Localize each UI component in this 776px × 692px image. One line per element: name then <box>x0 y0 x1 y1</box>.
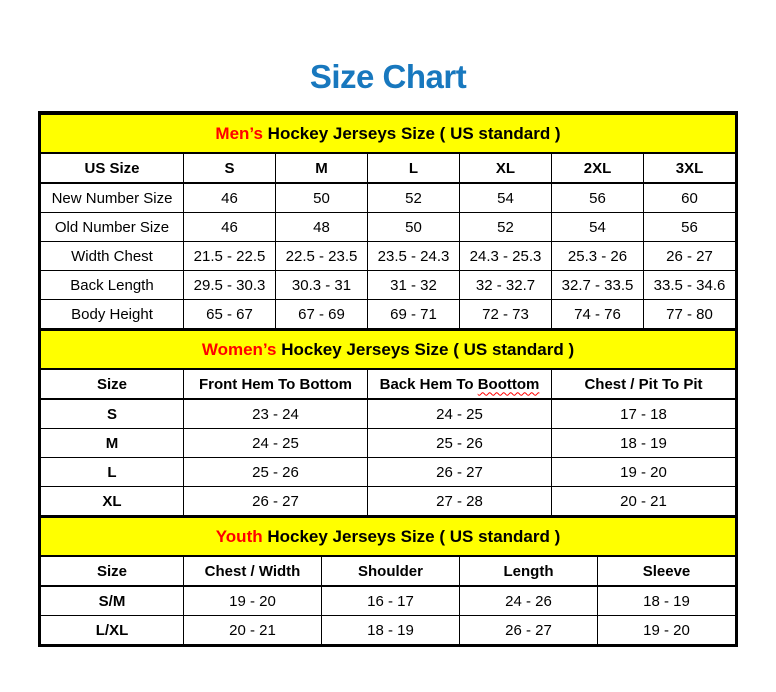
column-header: US Size <box>41 153 184 183</box>
value-cell: 24 - 25 <box>184 429 368 458</box>
youth-size-table <box>40 516 736 645</box>
row-label-cell: Back Length <box>41 271 184 300</box>
value-cell: 26 - 27 <box>460 616 598 645</box>
value-cell: 74 - 76 <box>552 300 644 329</box>
value-cell: 46 <box>184 183 276 213</box>
value-cell: 24 - 25 <box>368 399 552 429</box>
column-header: Chest / Width <box>184 556 322 586</box>
row-label-cell: XL <box>41 487 184 516</box>
column-header: 3XL <box>644 153 736 183</box>
table-row <box>41 616 736 645</box>
value-cell: 22.5 - 23.5 <box>276 242 368 271</box>
value-cell: 19 - 20 <box>184 586 322 616</box>
row-label-cell: Old Number Size <box>41 213 184 242</box>
value-cell: 54 <box>460 183 552 213</box>
row-label-cell: Body Height <box>41 300 184 329</box>
mens-section-title-text: Hockey Jerseys Size ( US standard ) <box>262 123 561 143</box>
value-cell: 25 - 26 <box>184 458 368 487</box>
value-cell: 67 - 69 <box>276 300 368 329</box>
table-row <box>41 458 736 487</box>
value-cell: 25.3 - 26 <box>552 242 644 271</box>
value-cell: 29.5 - 30.3 <box>184 271 276 300</box>
mens-section-header-row <box>41 114 736 153</box>
value-cell: 23.5 - 24.3 <box>368 242 460 271</box>
value-cell: 46 <box>184 213 276 242</box>
mens-size-table <box>40 113 736 329</box>
value-cell: 18 - 19 <box>322 616 460 645</box>
value-cell: 26 - 27 <box>184 487 368 516</box>
value-cell: 24.3 - 25.3 <box>460 242 552 271</box>
value-cell: 26 - 27 <box>644 242 736 271</box>
youth-section-header <box>41 517 736 556</box>
table-row <box>41 183 736 213</box>
value-cell: 23 - 24 <box>184 399 368 429</box>
value-cell: 25 - 26 <box>368 429 552 458</box>
column-header: S <box>184 153 276 183</box>
value-cell: 33.5 - 34.6 <box>644 271 736 300</box>
mens-column-header-row <box>41 153 736 183</box>
value-cell: 50 <box>368 213 460 242</box>
size-chart-container <box>38 111 738 647</box>
value-cell: 52 <box>368 183 460 213</box>
youth-column-header-row <box>41 556 736 586</box>
value-cell: 77 - 80 <box>644 300 736 329</box>
value-cell: 24 - 26 <box>460 586 598 616</box>
row-label-cell: S/M <box>41 586 184 616</box>
page-title: Size Chart <box>309 58 467 95</box>
value-cell: 54 <box>552 213 644 242</box>
value-cell: 72 - 73 <box>460 300 552 329</box>
column-header: 2XL <box>552 153 644 183</box>
value-cell: 20 - 21 <box>184 616 322 645</box>
womens-column-header-row <box>41 369 736 399</box>
column-header: M <box>276 153 368 183</box>
column-header-misspelled <box>368 369 552 399</box>
mens-section-header <box>41 114 736 153</box>
table-row <box>41 271 736 300</box>
value-cell: 52 <box>460 213 552 242</box>
row-label-cell: M <box>41 429 184 458</box>
value-cell: 18 - 19 <box>552 429 736 458</box>
column-header: Size <box>41 556 184 586</box>
table-row <box>41 487 736 516</box>
value-cell: 50 <box>276 183 368 213</box>
mens-section-title-highlight: Men’s <box>215 123 263 143</box>
value-cell: 17 - 18 <box>552 399 736 429</box>
womens-size-table <box>40 329 736 516</box>
value-cell: 48 <box>276 213 368 242</box>
table-row <box>41 300 736 329</box>
value-cell: 32.7 - 33.5 <box>552 271 644 300</box>
column-header: Front Hem To Bottom <box>184 369 368 399</box>
table-row <box>41 586 736 616</box>
value-cell: 56 <box>644 213 736 242</box>
value-cell: 60 <box>644 183 736 213</box>
column-header: XL <box>460 153 552 183</box>
value-cell: 27 - 28 <box>368 487 552 516</box>
row-label-cell: L/XL <box>41 616 184 645</box>
table-row <box>41 242 736 271</box>
table-row <box>41 429 736 458</box>
row-label-cell: L <box>41 458 184 487</box>
value-cell: 20 - 21 <box>552 487 736 516</box>
value-cell: 19 - 20 <box>552 458 736 487</box>
womens-section-header-row <box>41 330 736 369</box>
youth-section-title-highlight: Youth <box>215 526 263 546</box>
womens-section-header <box>41 330 736 369</box>
row-label-cell: New Number Size <box>41 183 184 213</box>
womens-section-title-highlight: Women’s <box>201 339 277 359</box>
column-header-text: Back Hem To <box>379 375 478 393</box>
value-cell: 31 - 32 <box>368 271 460 300</box>
value-cell: 32 - 32.7 <box>460 271 552 300</box>
youth-section-title-text: Hockey Jerseys Size ( US standard ) <box>262 526 561 546</box>
column-header: Shoulder <box>322 556 460 586</box>
column-header: Chest / Pit To Pit <box>552 369 736 399</box>
value-cell: 21.5 - 22.5 <box>184 242 276 271</box>
column-header: Length <box>460 556 598 586</box>
youth-section-header-row <box>41 517 736 556</box>
womens-section-title-text: Hockey Jerseys Size ( US standard ) <box>276 339 575 359</box>
value-cell: 69 - 71 <box>368 300 460 329</box>
column-header: Size <box>41 369 184 399</box>
column-header: L <box>368 153 460 183</box>
table-row <box>41 213 736 242</box>
row-label-cell: S <box>41 399 184 429</box>
value-cell: 26 - 27 <box>368 458 552 487</box>
value-cell: 30.3 - 31 <box>276 271 368 300</box>
table-row <box>41 399 736 429</box>
value-cell: 65 - 67 <box>184 300 276 329</box>
row-label-cell: Width Chest <box>41 242 184 271</box>
misspelled-word-squiggle: Boottom <box>477 375 540 393</box>
column-header: Sleeve <box>598 556 736 586</box>
value-cell: 56 <box>552 183 644 213</box>
value-cell: 19 - 20 <box>598 616 736 645</box>
value-cell: 16 - 17 <box>322 586 460 616</box>
value-cell: 18 - 19 <box>598 586 736 616</box>
